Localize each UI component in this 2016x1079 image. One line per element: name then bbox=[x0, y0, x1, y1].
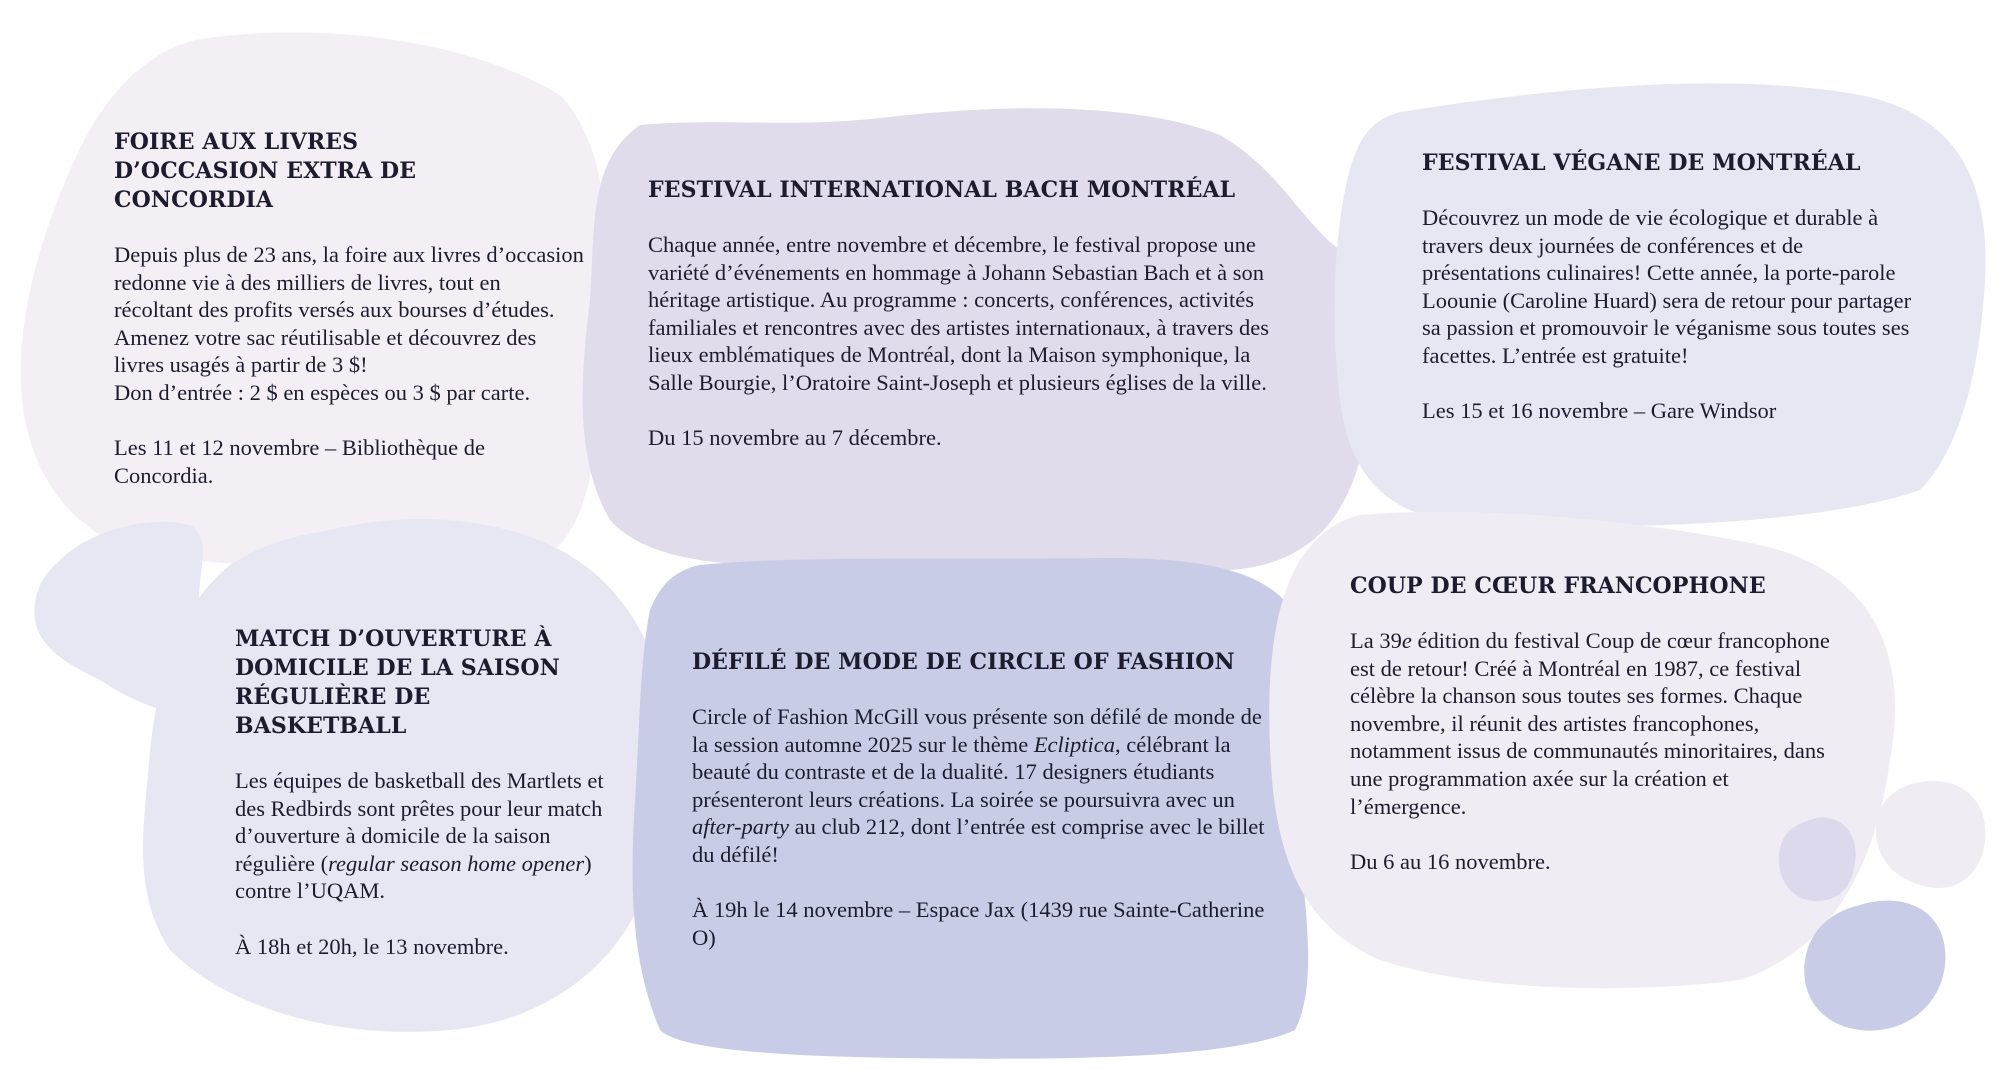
event-card-book-fair bbox=[114, 128, 594, 489]
event-fee: Don d’entrée : 2 $ en espèces ou 3 $ par carte. bbox=[114, 379, 531, 405]
event-description: Les équipes de basketball des Martlets et des Redbirds sont prêtes pour leur match d’ouverture à domicile de la saison régulière (regular season home opener) contre l’UQAM. bbox=[235, 768, 604, 904]
event-title: DÉFILÉ DE MODE DE CIRCLE OF FASHION bbox=[692, 649, 1235, 675]
event-when-where: Les 11 et 12 novembre – Bibliothèque de Concordia. bbox=[114, 435, 485, 488]
event-when-where: Du 6 au 16 novembre. bbox=[1350, 848, 1551, 874]
dot-small-light bbox=[1876, 781, 1986, 888]
event-card-vegan-festival bbox=[1422, 149, 1927, 425]
event-title: FOIRE AUX LIVRES D’OCCASION EXTRA DE CONCORDIA bbox=[114, 129, 417, 213]
event-title: COUP DE CŒUR FRANCOPHONE bbox=[1350, 573, 1766, 599]
event-card-basketball bbox=[235, 625, 605, 960]
event-when-where: À 18h et 20h, le 13 novembre. bbox=[235, 933, 509, 959]
event-when-where: Du 15 novembre au 7 décembre. bbox=[648, 425, 942, 451]
event-card-fashion-show bbox=[692, 648, 1267, 951]
event-card-bach-festival bbox=[648, 176, 1293, 452]
event-description: Depuis plus de 23 ans, la foire aux livres d’occasion redonne vie à des milliers de livres, tout en récoltant des profits versés aux bourses d’études. Amenez votre sac réutilisable et découvrez des livres usagés à partir de 3 $! bbox=[114, 242, 584, 378]
event-card-francophone bbox=[1350, 572, 1855, 875]
event-title: FESTIVAL INTERNATIONAL BACH MONTRÉAL bbox=[648, 177, 1236, 203]
event-when-where: Les 15 et 16 novembre – Gare Windsor bbox=[1422, 398, 1777, 424]
event-description: La 39e édition du festival Coup de cœur francophone est de retour! Créé à Montréal en 1987, ce festival célèbre la chanson sous toutes ses formes. Chaque novembre, il réunit des artistes francophones, notamment issus de communautés minoritaires, dans une programmation axée sur la création et l’émergence. bbox=[1350, 628, 1830, 819]
event-description: Circle of Fashion McGill vous présente son défilé de monde de la session automne 2025 sur le thème Ecliptica, célébrant la beauté du contraste et de la dualité. 17 designers étudiants présenteront leurs créations. La soirée se poursuivra avec un after-party au club 212, dont l’entrée est comprise avec le billet du défilé! bbox=[692, 704, 1265, 867]
event-title: FESTIVAL VÉGANE DE MONTRÉAL bbox=[1422, 150, 1861, 176]
event-description: Chaque année, entre novembre et décembre, le festival propose une variété d’événements en hommage à Johann Sebastian Bach et à son héritage artistique. Au programme : concerts, conférences, activités familiales et rencontres avec des artistes internationaux, à travers des lieux emblématiques de Montréal, dont la Maison symphonique, la Salle Bourgie, l’Oratoire Saint-Joseph et plusieurs églises de la ville. bbox=[648, 232, 1269, 395]
event-title: MATCH D’OUVERTURE À DOMICILE DE LA SAISON RÉGULIÈRE DE BASKETBALL bbox=[235, 626, 560, 739]
event-when-where: À 19h le 14 novembre – Espace Jax (1439 rue Sainte-Catherine O) bbox=[692, 897, 1265, 950]
event-description: Découvrez un mode de vie écologique et durable à travers deux journées de conférences et de présentations culinaires! Cette année, la porte-parole Loounie (Caroline Huard) sera de retour pour partager sa passion et promouvoir le véganisme sous toutes ses facettes. L’entrée est gratuite! bbox=[1422, 205, 1912, 368]
